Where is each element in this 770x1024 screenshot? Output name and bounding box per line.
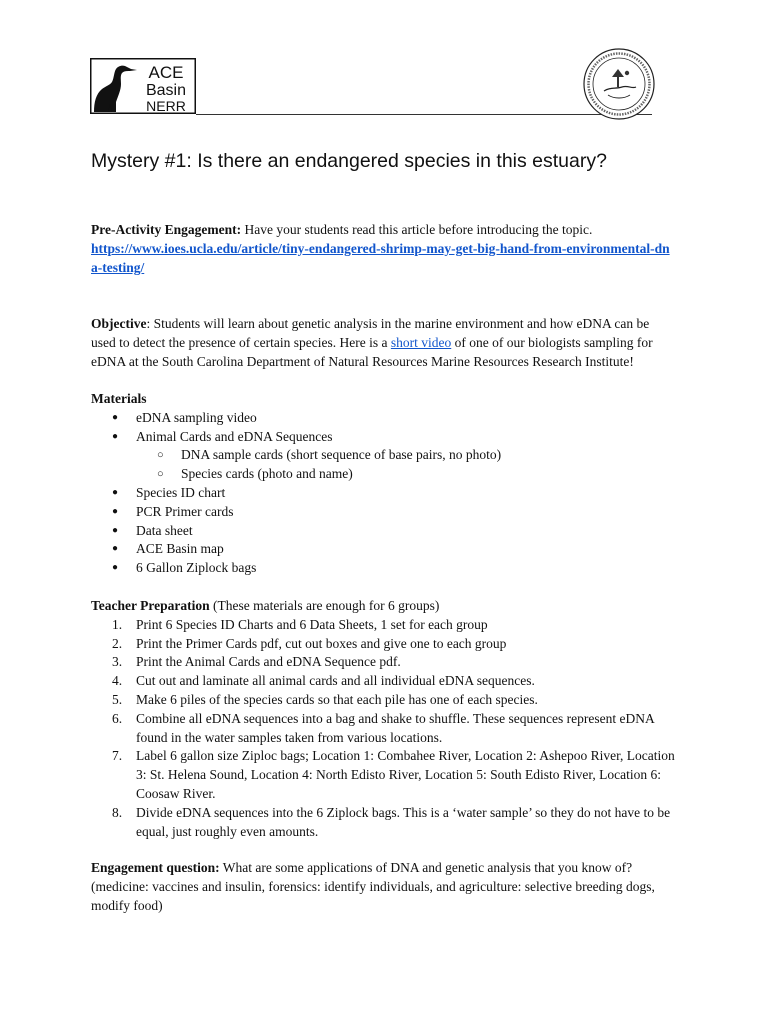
step-text: Make 6 piles of the species cards so that each pile has one of each species. (136, 691, 538, 707)
list-item: ● Species ID chart (91, 484, 676, 503)
step-number: 5. (112, 691, 123, 707)
materials-sublist (136, 446, 676, 484)
list-item (91, 616, 676, 635)
materials-section (91, 390, 676, 578)
teacher-prep-section (91, 597, 676, 841)
step-text: Combine all eDNA sequences into a bag and shake to shuffle. These sequences represent eDNA found in the water samples taken from various locations. (136, 710, 654, 745)
pre-activity-section (91, 221, 676, 277)
list-item: ● PCR Primer cards (91, 503, 676, 522)
teacher-prep-steps (91, 616, 676, 842)
step-number: 2. (112, 635, 123, 651)
svg-text:Basin: Basin (145, 82, 187, 99)
objective-text-after: of one of our biologists sampling for eDNA at the South Carolina Department of Natural Resources Marine Resources Research Institute! (91, 334, 653, 369)
list-item: ○ DNA sample cards (short sequence of base pairs, no photo) (91, 446, 676, 465)
step-number: 1. (112, 616, 123, 632)
svg-text:NERR: NERR (146, 98, 186, 114)
pre-activity-text: Have your students read this article before introducing the topic. (241, 222, 593, 237)
engagement-label: Engagement question: (91, 860, 220, 875)
list-item-label: Animal Cards and eDNA Sequences (136, 428, 333, 444)
step-number: 8. (112, 804, 123, 820)
list-item: ● Data sheet (91, 522, 676, 541)
objective-section (91, 315, 676, 371)
step-number: 6. (112, 710, 123, 726)
step-text: Divide eDNA sequences into the 6 Ziplock bags. This is a ‘water sample’ so they do not have to be equal, just roughly even amounts. (136, 804, 671, 839)
step-text: Print 6 Species ID Charts and 6 Data Sheets, 1 set for each group (136, 616, 488, 632)
list-item (91, 672, 676, 691)
svg-text:ACE: ACE (148, 63, 184, 82)
step-text: Label 6 gallon size Ziploc bags; Location 1: Combahee River, Location 2: Ashepoo River, Location 3: St. Helena Sound, Location 4: North Edisto River, Location 5: South Edisto River, Location 6: Coosaw River. (136, 748, 675, 801)
list-item (91, 804, 676, 842)
step-number: 4. (112, 673, 123, 689)
list-item: ○ Species cards (photo and name) (91, 465, 676, 484)
objective-text-before: : Students will learn about genetic analysis in the marine environment and how eDNA can be used to detect the presence of certain species. Here is a (91, 316, 650, 350)
article-link[interactable]: https://www.ioes.ucla.edu/article/tiny-endangered-shrimp-may-get-big-hand-from-environmental-dna-testing/ (91, 240, 670, 275)
list-item (91, 747, 676, 803)
step-text: Print the Primer Cards pdf, cut out boxes and give one to each group (136, 635, 507, 651)
list-item: ● 6 Gallon Ziplock bags (91, 559, 676, 578)
list-item (91, 691, 676, 710)
step-text: Print the Animal Cards and eDNA Sequence pdf. (136, 654, 401, 670)
engagement-text: What are some applications of DNA and genetic analysis that you know of? (medicine: vaccines and insulin, forensics: identify individuals, and agriculture: selective breeding dogs, modify food) (91, 860, 655, 913)
materials-heading: Materials (91, 391, 147, 406)
scdnr-seal-logo (582, 47, 656, 121)
list-item (91, 710, 676, 748)
page-title: Mystery #1: Is there an endangered species in this estuary? (91, 150, 607, 172)
step-text: Cut out and laminate all animal cards and all individual eDNA sequences. (136, 673, 535, 689)
materials-list (91, 409, 676, 578)
teacher-prep-note: (These materials are enough for 6 groups) (209, 598, 440, 613)
list-item (91, 653, 676, 672)
list-item (91, 428, 676, 484)
list-item: ● eDNA sampling video (91, 409, 676, 428)
ace-basin-nerr-logo (90, 58, 196, 114)
list-item (91, 635, 676, 654)
list-item: ● ACE Basin map (91, 540, 676, 559)
teacher-prep-heading: Teacher Preparation (91, 598, 210, 613)
pre-activity-label: Pre-Activity Engagement: (91, 222, 242, 237)
short-video-link[interactable]: short video (390, 334, 452, 350)
objective-label: Objective (91, 316, 147, 331)
engagement-section (91, 859, 676, 915)
step-number: 3. (112, 654, 123, 670)
step-number: 7. (112, 748, 123, 764)
